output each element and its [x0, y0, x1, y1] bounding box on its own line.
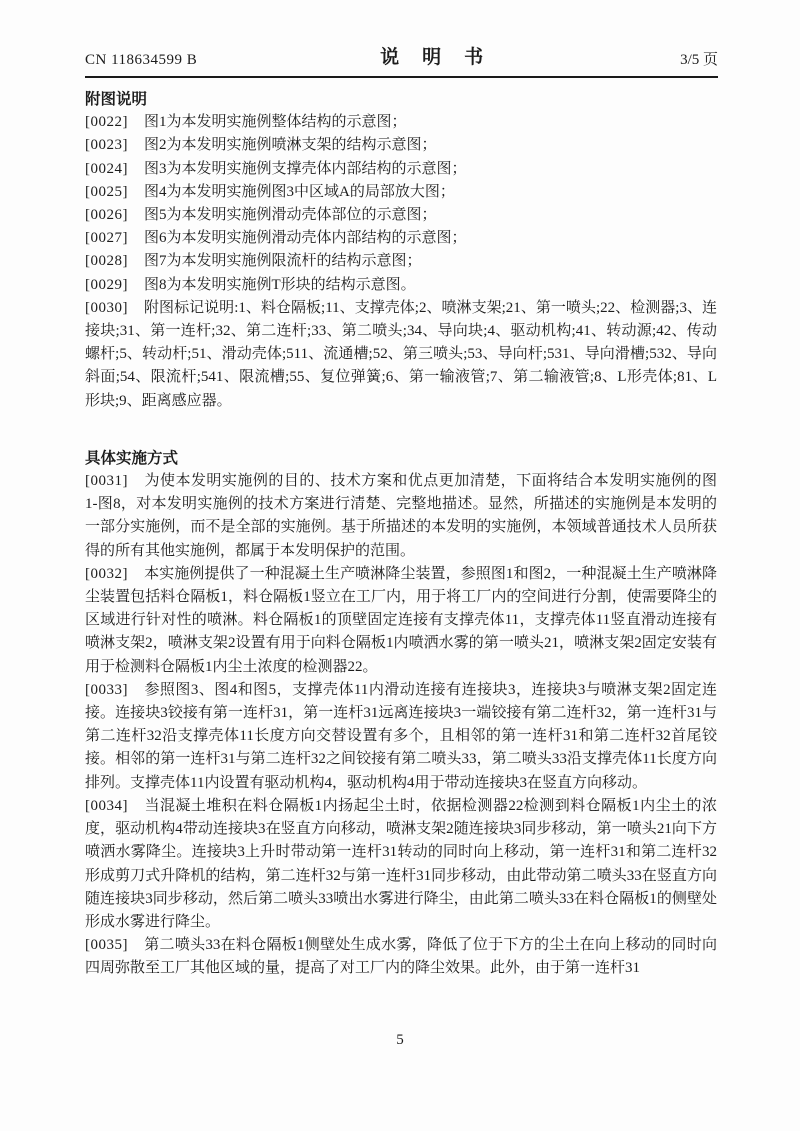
paragraph-number: [0029] [85, 276, 128, 293]
paragraph [85, 181, 717, 204]
paragraph-text: 为使本发明实施例的目的、技术方案和优点更加清楚，下面将结合本发明实施例的图1‑图8，对本发明实施例的技术方案进行清楚、完整地描述。显然，所描述的实施例是本发明的一部分实施例，而不是全部的实施例。基于所描述的本发明的实施例，本领域普通技术人员所获得的所有其他实施例，都属于本发明保护的范围。 [85, 473, 717, 559]
paragraph-text: 第二喷头33在料仓隔板1侧壁处生成水雾，降低了位于下方的尘土在向上移动的同时向四周弥散至工厂其他区域的量，提高了对工厂内的降尘效果。此外，由于第一连杆31 [85, 937, 717, 977]
paragraph-text: 当混凝土堆积在料仓隔板1内扬起尘土时，依据检测器22检测到料仓隔板1内尘土的浓度，驱动机构4带动连接块3在竖直方向移动，喷淋支架2随连接块3同步移动，第一喷头21向下方喷洒水雾降尘。连接块3上升时带动第一连杆31转动的同时向上移动，第一连杆31和第二连杆32形成剪刀式升降机的结构，第二连杆32与第一连杆31同步移动，由此带动第二喷头33在竖直方向随连接块3同步移动，然后第二喷头33喷出水雾进行降尘，由此第二喷头33在料仓隔板1的侧壁处形成水雾进行降尘。 [85, 797, 717, 930]
paragraph-text: 本实施例提供了一种混凝土生产喷淋降尘装置，参照图1和图2，一种混凝土生产喷淋降尘装置包括料仓隔板1，料仓隔板1竖立在工厂内，用于将工厂内的空间进行分割，使需要降尘的区域进行针对性的喷淋。料仓隔板1的顶壁固定连接有支撑壳体11，支撑壳体11竖直滑动连接有喷淋支架2，喷淋支架2设置有用于向料仓隔板1内喷洒水雾的第一喷头21，喷淋支架2固定安装有用于检测料仓隔板1内尘土浓度的检测器22。 [85, 565, 717, 675]
paragraph [85, 134, 717, 157]
paragraph-text: 图3为本发明实施例支撑壳体内部结构的示意图； [144, 160, 467, 177]
paragraph [85, 934, 717, 980]
paragraph [85, 274, 717, 297]
paragraph-number: [0033] [85, 681, 128, 698]
paragraph-number: [0026] [85, 207, 128, 224]
paragraph [85, 470, 717, 563]
paragraph-text: 图4为本发明实施例图3中区域A的局部放大图； [144, 183, 455, 200]
paragraph-text: 图7为本发明实施例限流杆的结构示意图； [144, 253, 422, 270]
paragraph-number: [0035] [85, 937, 128, 954]
paragraph-number: [0027] [85, 230, 128, 247]
section-heading: 附图说明 [85, 91, 148, 108]
page-footer [0, 1032, 800, 1049]
page-number: 5 [396, 1032, 404, 1048]
paragraph [85, 795, 717, 934]
paragraph [85, 227, 717, 250]
paragraph-text: 图2为本发明实施例喷淋支架的结构示意图； [144, 137, 437, 154]
page-body [85, 88, 717, 981]
paragraph [85, 250, 717, 273]
paragraph [85, 158, 717, 181]
paragraph [85, 563, 717, 679]
paragraph-text: 图8为本发明实施例T形块的结构示意图。 [144, 276, 416, 293]
paragraph-text: 图1为本发明实施例整体结构的示意图； [144, 114, 407, 131]
paragraph-number: [0034] [85, 797, 128, 814]
paragraph-number: [0028] [85, 253, 128, 270]
paragraph [85, 679, 717, 795]
section-heading: 具体实施方式 [85, 449, 179, 467]
document-number: CN 118634599 B [85, 52, 198, 68]
paragraph-number: [0032] [85, 565, 128, 582]
paragraph-text: 图6为本发明实施例滑动壳体内部结构的示意图； [144, 230, 467, 247]
paragraph [85, 111, 717, 134]
page-header [85, 42, 718, 78]
paragraph [85, 204, 717, 227]
paragraph-number: [0030] [85, 299, 128, 316]
paragraph-number: [0031] [85, 473, 128, 490]
paragraph-number: [0023] [85, 137, 128, 154]
document-title: 说 明 书 [380, 47, 486, 68]
section-drawings-description [85, 88, 717, 413]
paragraph-reference-signs [85, 297, 717, 413]
paragraph-number: [0025] [85, 183, 128, 200]
page-indicator: 3/5 页 [680, 52, 718, 68]
paragraph-number: [0024] [85, 160, 128, 177]
paragraph-text: 附图标记说明:1、料仓隔板;11、支撑壳体;2、喷淋支架;21、第一喷头;22、检测器;3、连接块;31、第一连杆;32、第二连杆;33、第二喷头;34、导向块;4、驱动机构;41、转动源;42、传动螺杆;5、转动杆;51、滑动壳体;511、流通槽;52、第三喷头;53、导向杆;531、导向滑槽;532、导向斜面;54、限流杆;541、限流槽;55、复位弹簧;6、第一输液管;7、第二输液管;8、L形壳体;81、L形块;9、距离感应器。 [85, 299, 717, 409]
paragraph-text: 图5为本发明实施例滑动壳体部位的示意图； [144, 207, 437, 224]
paragraph-text: 参照图3、图4和图5，支撑壳体11内滑动连接有连接块3，连接块3与喷淋支架2固定连接。连接块3铰接有第一连杆31，第一连杆31远离连接块3一端铰接有第二连杆32，第一连杆31与第二连杆32沿支撑壳体11长度方向交替设置有多个，且相邻的第一连杆31和第二连杆32首尾铰接。相邻的第一连杆31与第二连杆32之间铰接有第二喷头33，第二喷头33沿支撑壳体11长度方向排列。支撑壳体11内设置有驱动机构4，驱动机构4用于带动连接块3在竖直方向移动。 [85, 681, 717, 791]
section-detailed-description [85, 447, 717, 981]
paragraph-number: [0022] [85, 114, 128, 131]
